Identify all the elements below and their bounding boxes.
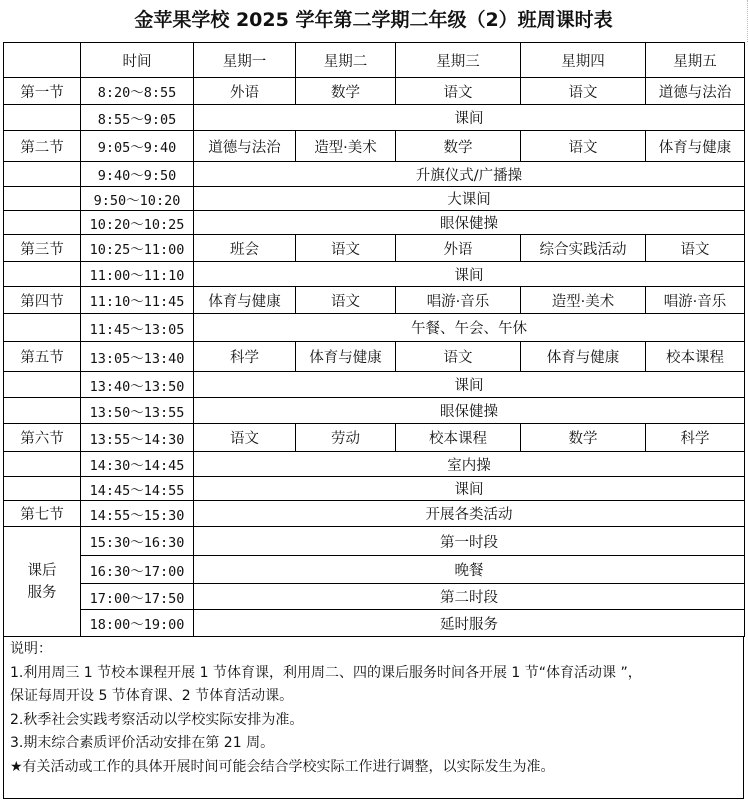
subject-cell: 班会 — [194, 235, 296, 262]
schedule-row — [4, 78, 745, 105]
time-slot: 13:55～14:30 — [81, 424, 194, 452]
subject-cell: 唱游·音乐 — [396, 287, 521, 314]
note-line: 2.秋季社会实践考察活动以学校实际安排为准。 — [10, 711, 304, 728]
subject-cell: 科学 — [646, 424, 745, 452]
subject-cell: 数学 — [396, 131, 521, 162]
period-label: 第五节 — [4, 342, 81, 372]
time-slot: 11:00～11:10 — [81, 262, 194, 287]
schedule-row — [4, 501, 745, 527]
schedule-row — [4, 477, 745, 501]
day-header-mon: 星期一 — [194, 43, 296, 78]
period-label: 第四节 — [4, 287, 81, 314]
time-slot: 10:20～10:25 — [81, 211, 194, 235]
schedule-row — [4, 235, 745, 262]
period-label — [4, 372, 81, 398]
period-header — [4, 43, 81, 78]
schedule-row — [4, 424, 745, 452]
subject-cell: 综合实践活动 — [521, 235, 646, 262]
schedule-row — [4, 452, 745, 477]
time-slot: 9:05～9:40 — [81, 131, 194, 162]
activity-cell: 课间 — [194, 105, 745, 131]
subject-cell: 造型·美术 — [521, 287, 646, 314]
time-slot: 11:45～13:05 — [81, 314, 194, 342]
subject-cell: 道德与法治 — [194, 131, 296, 162]
subject-cell: 唱游·音乐 — [646, 287, 745, 314]
time-slot: 13:40～13:50 — [81, 372, 194, 398]
time-header: 时间 — [81, 43, 194, 78]
day-header-tue: 星期二 — [296, 43, 396, 78]
subject-cell: 数学 — [521, 424, 646, 452]
subject-cell: 语文 — [646, 235, 745, 262]
note-line: ★有关活动或工作的具体开展时间可能会结合学校实际工作进行调整，以实际发生为准。 — [10, 758, 555, 775]
subject-cell: 语文 — [521, 131, 646, 162]
period-label: 第三节 — [4, 235, 81, 262]
activity-cell: 午餐、午会、午休 — [194, 314, 745, 342]
after-school-row — [4, 527, 745, 556]
after-school-row — [4, 584, 745, 610]
time-slot: 9:50～10:20 — [81, 187, 194, 211]
schedule-table — [3, 42, 745, 637]
subject-cell: 校本课程 — [396, 424, 521, 452]
period-label: 第一节 — [4, 78, 81, 105]
day-header-fri: 星期五 — [646, 43, 745, 78]
schedule-row — [4, 131, 745, 162]
schedule-row — [4, 211, 745, 235]
time-slot: 14:45～14:55 — [81, 477, 194, 501]
subject-cell: 校本课程 — [646, 342, 745, 372]
activity-cell: 室内操 — [194, 452, 745, 477]
schedule-row — [4, 262, 745, 287]
activity-cell: 第一时段 — [194, 527, 745, 556]
time-slot: 15:30～16:30 — [81, 527, 194, 556]
schedule-row — [4, 287, 745, 314]
note-line: 保证每周开设 5 节体育课、2 节体育活动课。 — [10, 688, 294, 704]
subject-cell: 体育与健康 — [296, 342, 396, 372]
schedule-row — [4, 187, 745, 211]
activity-cell: 大课间 — [194, 187, 745, 211]
subject-cell: 体育与健康 — [194, 287, 296, 314]
activity-cell: 课间 — [194, 477, 745, 501]
time-slot: 11:10～11:45 — [81, 287, 194, 314]
period-label — [4, 162, 81, 187]
period-label — [4, 211, 81, 235]
subject-cell: 体育与健康 — [521, 342, 646, 372]
subject-cell: 语文 — [521, 78, 646, 105]
subject-cell: 语文 — [396, 342, 521, 372]
after-school-label — [4, 527, 81, 637]
schedule-row — [4, 314, 745, 342]
page-title: 金苹果学校 2025 学年第二学期二年级（2）班周课时表 — [0, 0, 748, 42]
after-school-label-line: 课后 — [27, 562, 57, 579]
activity-cell: 课间 — [194, 372, 745, 398]
subject-cell: 外语 — [194, 78, 296, 105]
time-slot: 10:25～11:00 — [81, 235, 194, 262]
period-label: 第六节 — [4, 424, 81, 452]
time-slot: 17:00～17:50 — [81, 584, 194, 610]
after-school-row — [4, 556, 745, 584]
schedule-row — [4, 105, 745, 131]
time-slot: 18:00～19:00 — [81, 610, 194, 637]
activity-cell: 课间 — [194, 262, 745, 287]
period-label — [4, 187, 81, 211]
subject-cell: 数学 — [296, 78, 396, 105]
activity-cell: 升旗仪式/广播操 — [194, 162, 745, 187]
after-school-label-line: 服务 — [27, 584, 57, 601]
subject-cell: 外语 — [396, 235, 521, 262]
notes-heading: 说明： — [10, 641, 52, 657]
period-label — [4, 398, 81, 424]
schedule-row — [4, 162, 745, 187]
schedule-row — [4, 342, 745, 372]
day-header-thu: 星期四 — [521, 43, 646, 78]
schedule-row — [4, 398, 745, 424]
activity-cell: 开展各类活动 — [194, 501, 745, 527]
subject-cell: 语文 — [296, 235, 396, 262]
activity-cell: 眼保健操 — [194, 211, 745, 235]
period-label — [4, 314, 81, 342]
period-label: 第七节 — [4, 501, 81, 527]
activity-cell: 第二时段 — [194, 584, 745, 610]
time-slot: 13:05～13:40 — [81, 342, 194, 372]
subject-cell: 语文 — [296, 287, 396, 314]
time-slot: 13:50～13:55 — [81, 398, 194, 424]
subject-cell: 劳动 — [296, 424, 396, 452]
schedule-row — [4, 372, 745, 398]
time-slot: 8:20～8:55 — [81, 78, 194, 105]
subject-cell: 体育与健康 — [646, 131, 745, 162]
note-line: 1.利用周三 1 节校本课程开展 1 节体育课，利用周二、四的课后服务时间各开展 1 节“体育活动课 ”， — [10, 664, 642, 681]
time-slot: 14:30～14:45 — [81, 452, 194, 477]
period-label — [4, 452, 81, 477]
after-school-row — [4, 610, 745, 637]
activity-cell: 晚餐 — [194, 556, 745, 584]
period-label — [4, 262, 81, 287]
subject-cell: 造型·美术 — [296, 131, 396, 162]
activity-cell: 眼保健操 — [194, 398, 745, 424]
time-slot: 8:55～9:05 — [81, 105, 194, 131]
time-slot: 9:40～9:50 — [81, 162, 194, 187]
header-row — [4, 43, 745, 78]
day-header-wed: 星期三 — [396, 43, 521, 78]
subject-cell: 语文 — [194, 424, 296, 452]
time-slot: 14:55～15:30 — [81, 501, 194, 527]
period-label — [4, 477, 81, 501]
activity-cell: 延时服务 — [194, 610, 745, 637]
notes-section — [3, 636, 744, 799]
period-label — [4, 105, 81, 131]
subject-cell: 科学 — [194, 342, 296, 372]
subject-cell: 语文 — [396, 78, 521, 105]
note-line: 3.期末综合素质评价活动安排在第 21 周。 — [10, 735, 275, 751]
time-slot: 16:30～17:00 — [81, 556, 194, 584]
period-label: 第二节 — [4, 131, 81, 162]
subject-cell: 道德与法治 — [646, 78, 745, 105]
